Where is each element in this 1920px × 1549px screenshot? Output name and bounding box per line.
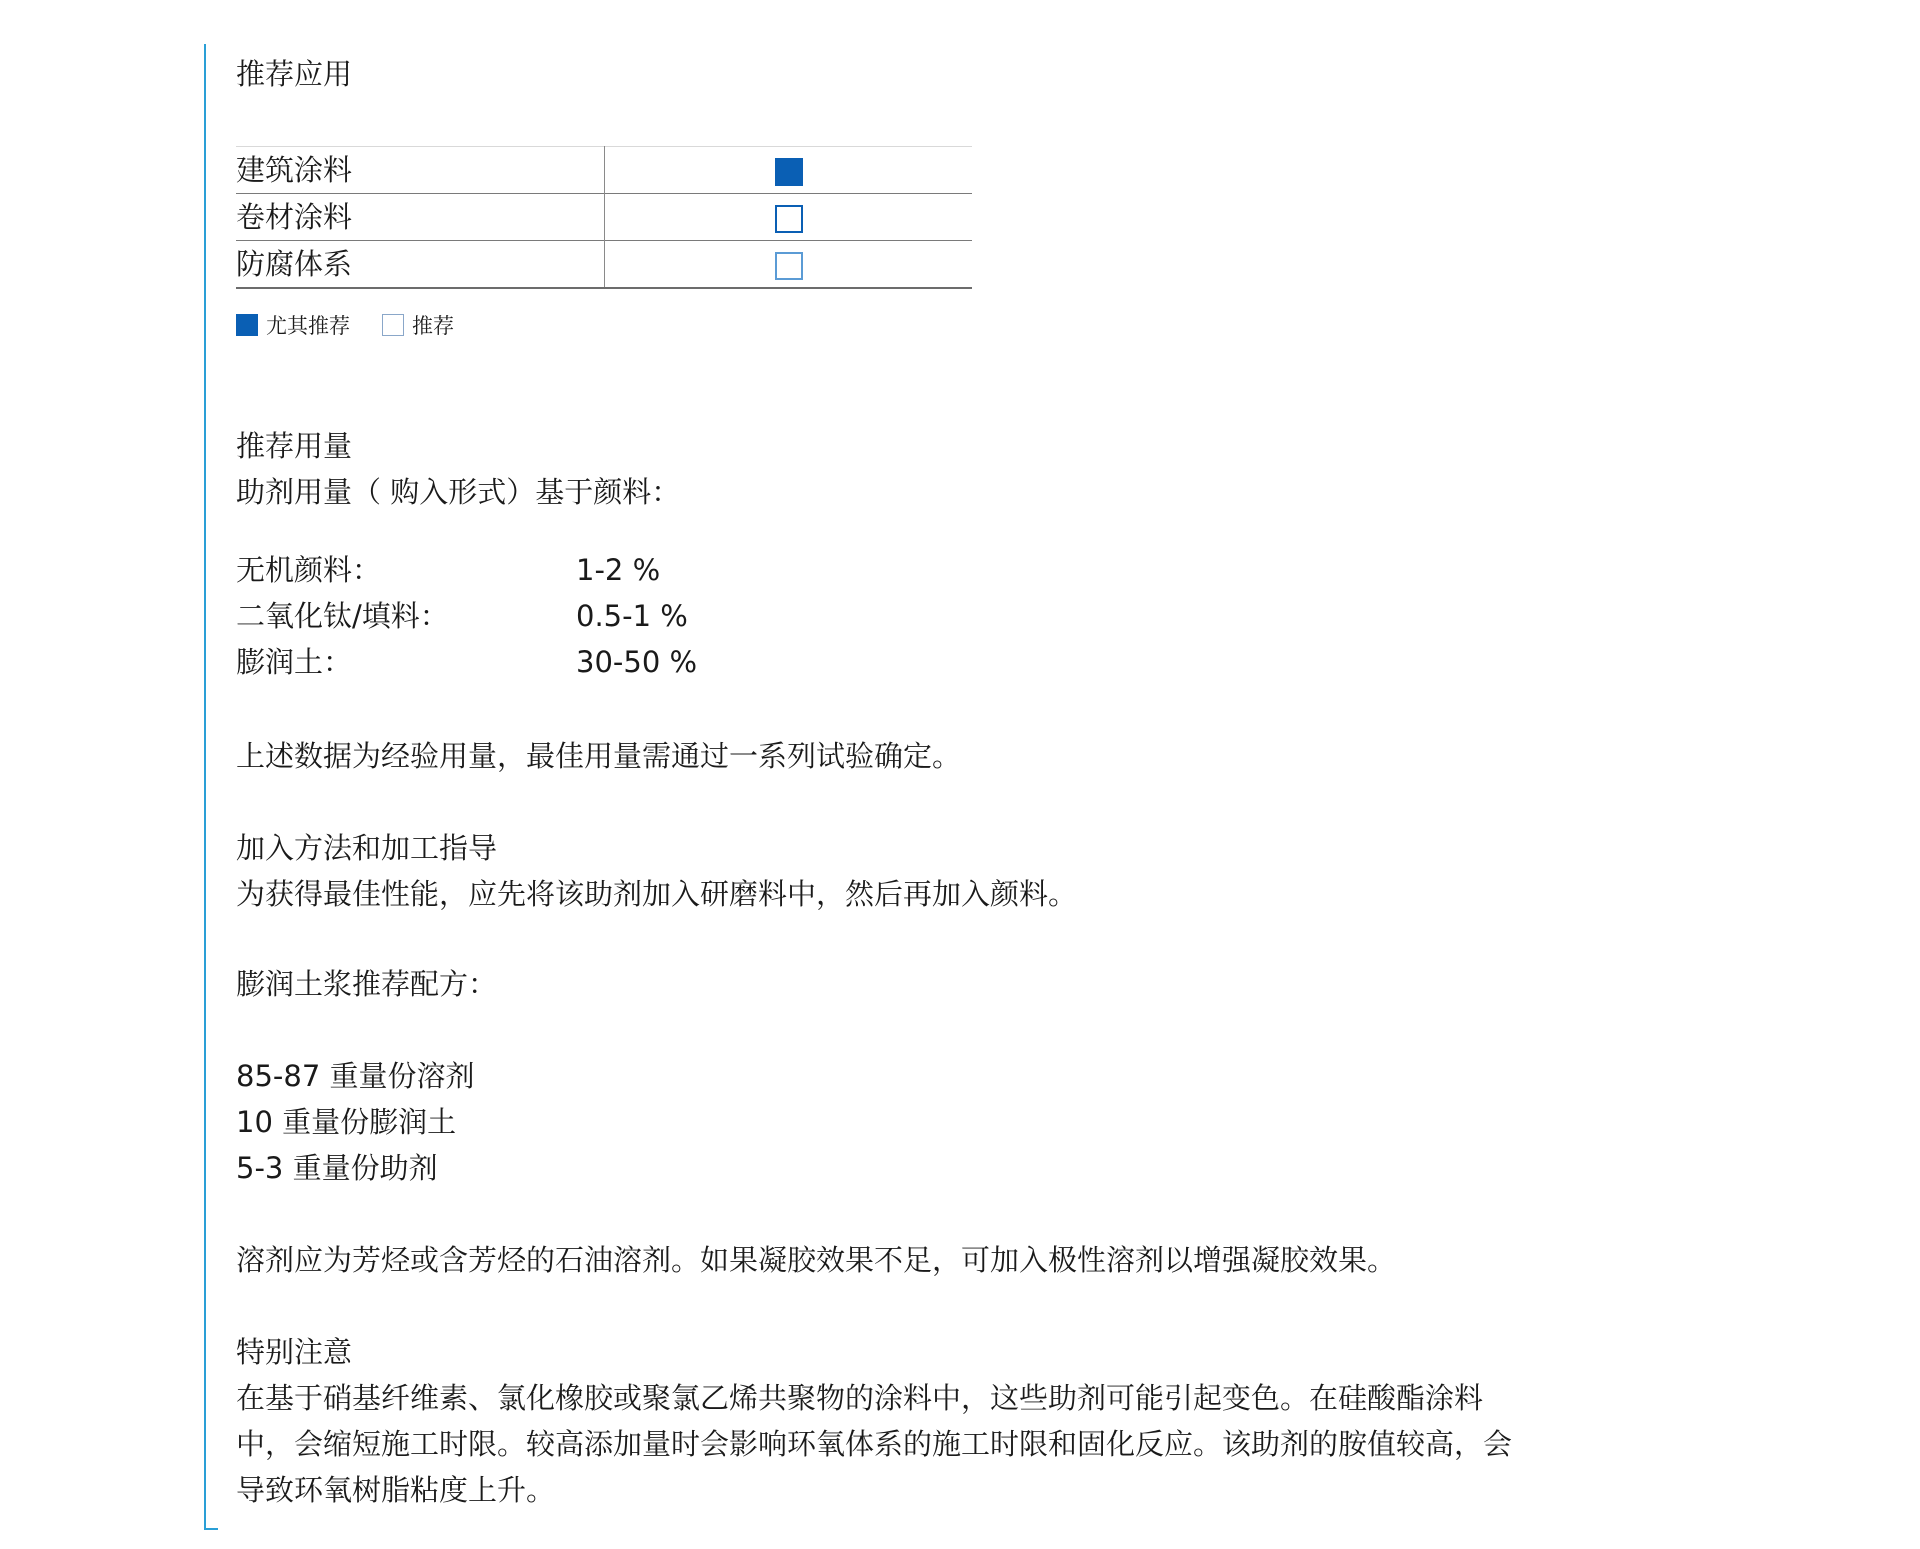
table-row: [236, 241, 972, 288]
dosage-label: 二氧化钛/填料：: [236, 599, 449, 633]
recommended-icon: [775, 252, 803, 280]
formula-heading: 膨润土浆推荐配方：: [236, 967, 498, 1001]
application-mark: [605, 194, 973, 241]
applications-heading: 推荐应用: [236, 57, 353, 91]
application-mark: [605, 147, 973, 194]
especially-recommended-legend-icon: [236, 314, 258, 336]
legend-label-especially: 尤其推荐: [266, 314, 350, 338]
dosage-row: [236, 598, 688, 634]
notice-line: 在基于硝基纤维素、氯化橡胶或聚氯乙烯共聚物的涂料中，这些助剂可能引起变色。在硅酸酯涂料: [236, 1381, 1484, 1415]
dosage-value: 1-2 %: [576, 553, 661, 587]
dosage-heading: 推荐用量: [236, 429, 353, 463]
especially-recommended-icon: [775, 158, 803, 186]
application-name: 防腐体系: [236, 241, 605, 288]
dosage-row: [236, 552, 660, 588]
legend-label-recommended: 推荐: [412, 314, 454, 338]
recommended-icon: [775, 205, 803, 233]
method-text: 为获得最佳性能，应先将该助剂加入研磨料中，然后再加入颜料。: [236, 877, 1078, 911]
solvent-note: 溶剂应为芳烃或含芳烃的石油溶剂。如果凝胶效果不足，可加入极性溶剂以增强凝胶效果。: [236, 1243, 1397, 1277]
applications-legend: [236, 310, 486, 340]
dosage-value: 0.5-1 %: [576, 599, 688, 633]
left-margin-rule-foot: [204, 1528, 218, 1530]
formula-line: 10 重量份膨润土: [236, 1105, 457, 1139]
formula-line: 85-87 重量份溶剂: [236, 1059, 475, 1093]
notice-heading: 特别注意: [236, 1335, 353, 1369]
formula-line: 5-3 重量份助剂: [236, 1151, 438, 1185]
application-name: 卷材涂料: [236, 194, 605, 241]
table-row: [236, 147, 972, 194]
application-name: 建筑涂料: [236, 147, 605, 194]
dosage-value: 30-50 %: [576, 645, 698, 679]
dosage-note: 上述数据为经验用量，最佳用量需通过一系列试验确定。: [236, 739, 962, 773]
applications-table: [236, 146, 972, 289]
dosage-row: [236, 644, 697, 680]
dosage-label: 膨润土：: [236, 645, 353, 679]
dosage-label: 无机颜料：: [236, 553, 382, 587]
table-row: [236, 194, 972, 241]
notice-line: 导致环氧树脂粘度上升。: [236, 1473, 556, 1507]
notice-line: 中，会缩短施工时限。较高添加量时会影响环氧体系的施工时限和固化反应。该助剂的胺值较高，会: [236, 1427, 1513, 1461]
dosage-basis: 助剂用量（ 购入形式）基于颜料：: [236, 475, 681, 509]
left-margin-rule: [204, 44, 206, 1530]
application-mark: [605, 241, 973, 288]
recommended-legend-icon: [382, 314, 404, 336]
method-heading: 加入方法和加工指导: [236, 831, 498, 865]
